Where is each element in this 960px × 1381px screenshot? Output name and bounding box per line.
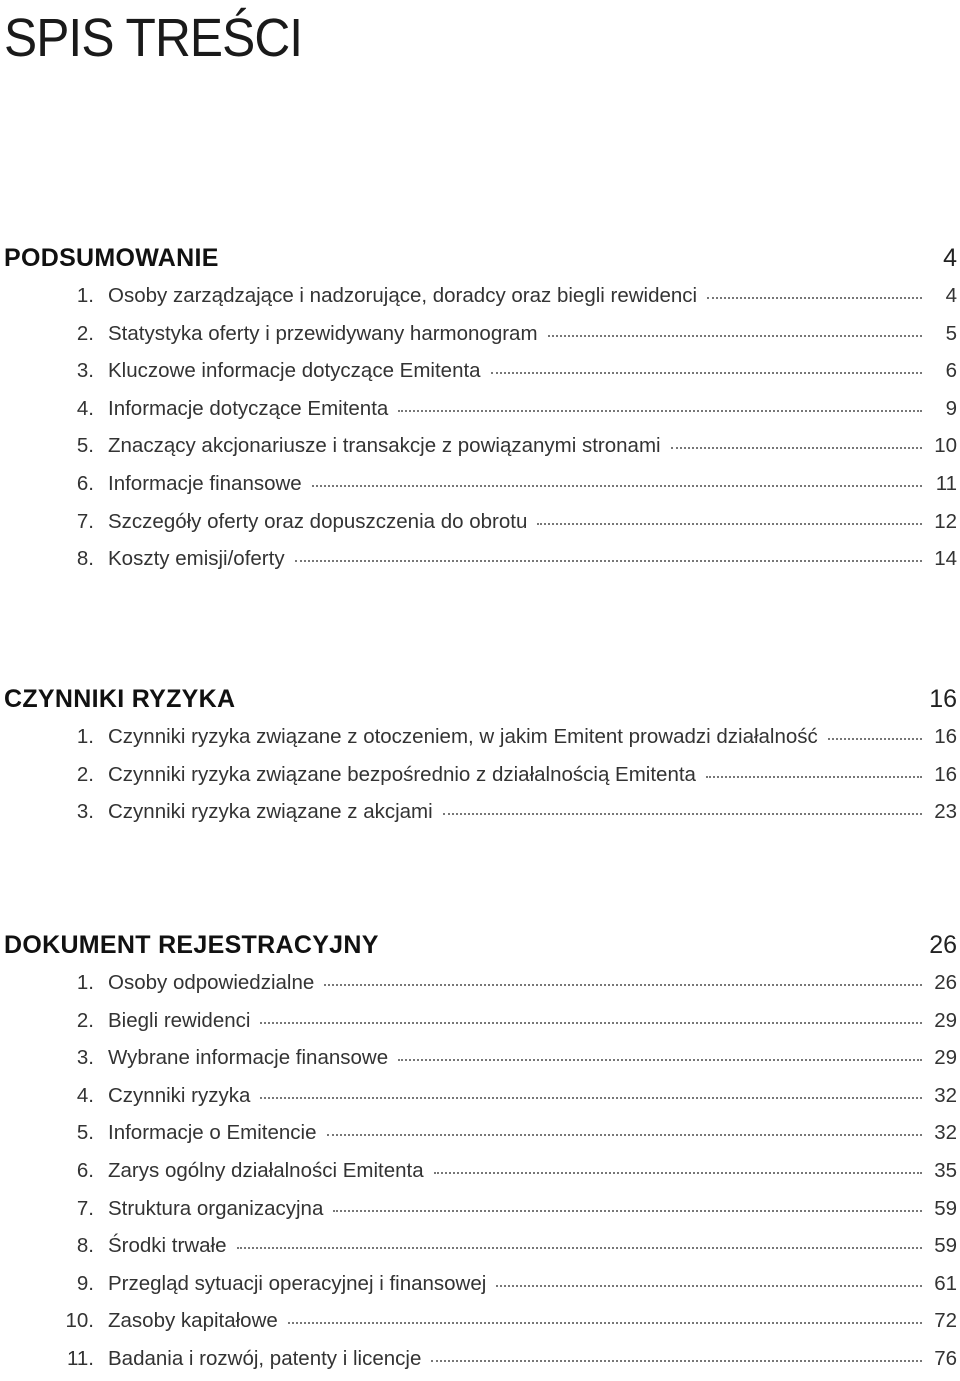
- entry-label: Zasoby kapitałowe: [108, 1309, 278, 1333]
- entry-page-number: 29: [934, 1008, 957, 1032]
- entry-number: 8.: [76, 547, 94, 571]
- entry-number: 10.: [65, 1309, 94, 1333]
- entry-number: 1.: [76, 284, 94, 307]
- section-title: DOKUMENT REJESTRACYJNY: [4, 931, 379, 959]
- dot-leader: [548, 335, 922, 337]
- entry-label: Kluczowe informacje dotyczące Emitenta: [108, 359, 481, 383]
- section-page-number: 26: [929, 931, 957, 959]
- entry-number: 4.: [76, 1083, 94, 1107]
- entry-label: Struktura organizacyjna: [108, 1196, 324, 1220]
- toc-entry[interactable]: [0, 1343, 960, 1381]
- entry-page-number: 76: [934, 1346, 957, 1370]
- entry-page-number: 35: [934, 1158, 957, 1182]
- entry-page-number: 32: [934, 1121, 957, 1145]
- entry-number: 3.: [76, 800, 94, 824]
- entry-page-number: 16: [934, 725, 957, 748]
- toc-entry[interactable]: [0, 393, 960, 431]
- entry-number: 6.: [76, 1158, 94, 1182]
- dot-leader: [431, 1360, 922, 1362]
- entry-number: 3.: [76, 359, 94, 383]
- entry-label: Statystyka oferty i przewidywany harmonogram: [108, 321, 538, 345]
- entry-number: 7.: [76, 509, 94, 533]
- entry-label: Koszty emisji/oferty: [108, 547, 285, 571]
- entry-page-number: 10: [934, 434, 957, 458]
- section-heading[interactable]: [0, 240, 960, 280]
- dot-leader: [828, 738, 922, 740]
- dot-leader: [295, 560, 922, 562]
- entry-page-number: 5: [945, 321, 957, 345]
- dot-leader: [260, 1022, 922, 1024]
- toc-entry[interactable]: [0, 1268, 960, 1306]
- entry-label: Znaczący akcjonariusze i transakcje z powiązanymi stronami: [108, 434, 661, 458]
- entry-label: Czynniki ryzyka związane z otoczeniem, w jakim Emitent prowadzi działalność: [108, 725, 818, 748]
- entry-page-number: 29: [934, 1046, 957, 1070]
- toc-entry[interactable]: [0, 759, 960, 797]
- dot-leader: [327, 1134, 922, 1136]
- toc-entry[interactable]: [0, 796, 960, 834]
- dot-leader: [398, 410, 922, 412]
- toc-entry[interactable]: [0, 721, 960, 759]
- section-page-number: 16: [929, 685, 957, 713]
- toc-section-dokument-rejestracyjny: [0, 927, 960, 1381]
- dot-leader: [443, 813, 922, 815]
- dot-leader: [491, 372, 922, 374]
- section-heading[interactable]: [0, 927, 960, 967]
- entry-page-number: 14: [934, 547, 957, 571]
- entry-number: 11.: [67, 1346, 94, 1370]
- dot-leader: [706, 776, 922, 778]
- dot-leader: [398, 1059, 922, 1061]
- entry-label: Badania i rozwój, patenty i licencje: [108, 1346, 422, 1370]
- entry-label: Wybrane informacje finansowe: [108, 1046, 389, 1070]
- section-title: PODSUMOWANIE: [4, 244, 219, 272]
- section-page-number: 4: [943, 244, 957, 272]
- entry-label: Osoby zarządzające i nadzorujące, doradcy oraz biegli rewidenci: [108, 284, 698, 307]
- dot-leader: [237, 1247, 922, 1249]
- entry-number: 1.: [76, 971, 94, 994]
- entry-page-number: 16: [934, 762, 957, 786]
- toc-entry[interactable]: [0, 468, 960, 506]
- dot-leader: [537, 523, 922, 525]
- entry-number: 2.: [76, 321, 94, 345]
- entry-number: 1.: [76, 725, 94, 748]
- entry-number: 6.: [76, 471, 94, 495]
- toc-entry[interactable]: [0, 967, 960, 1005]
- entry-page-number: 4: [945, 284, 957, 307]
- section-title: CZYNNIKI RYZYKA: [4, 685, 236, 713]
- entry-number: 5.: [76, 1121, 94, 1145]
- toc-entry[interactable]: [0, 1080, 960, 1118]
- entry-page-number: 72: [934, 1309, 957, 1333]
- dot-leader: [671, 447, 922, 449]
- page-title: SPIS TREŚCI: [4, 8, 303, 68]
- entry-page-number: 23: [934, 800, 957, 824]
- toc-entry[interactable]: [0, 355, 960, 393]
- entry-page-number: 6: [945, 359, 957, 383]
- entry-number: 2.: [76, 1008, 94, 1032]
- toc-entry[interactable]: [0, 430, 960, 468]
- toc-entry[interactable]: [0, 1117, 960, 1155]
- toc-entry[interactable]: [0, 1005, 960, 1043]
- entry-number: 8.: [76, 1234, 94, 1258]
- entry-page-number: 26: [934, 971, 957, 994]
- dot-leader: [707, 297, 922, 299]
- dot-leader: [333, 1210, 922, 1212]
- toc-entry[interactable]: [0, 1193, 960, 1231]
- toc-section-podsumowanie: [0, 240, 960, 581]
- entry-label: Informacje o Emitencie: [108, 1121, 317, 1145]
- entry-number: 5.: [76, 434, 94, 458]
- toc-entry[interactable]: [0, 1305, 960, 1343]
- toc-entry[interactable]: [0, 318, 960, 356]
- entry-label: Zarys ogólny działalności Emitenta: [108, 1158, 424, 1182]
- entry-label: Osoby odpowiedzialne: [108, 971, 315, 994]
- entry-number: 7.: [76, 1196, 94, 1220]
- entry-page-number: 9: [945, 396, 957, 420]
- dot-leader: [312, 485, 922, 487]
- toc-entry[interactable]: [0, 543, 960, 581]
- toc-entry[interactable]: [0, 280, 960, 318]
- entry-label: Informacje finansowe: [108, 471, 302, 495]
- toc-entry[interactable]: [0, 506, 960, 544]
- entry-label: Środki trwałe: [108, 1234, 227, 1258]
- entry-label: Informacje dotyczące Emitenta: [108, 396, 389, 420]
- entry-label: Biegli rewidenci: [108, 1008, 251, 1032]
- entry-page-number: 61: [934, 1271, 957, 1295]
- entry-page-number: 59: [934, 1234, 957, 1258]
- entry-page-number: 59: [934, 1196, 957, 1220]
- dot-leader: [434, 1172, 922, 1174]
- toc-section-czynniki-ryzyka: [0, 681, 960, 834]
- entry-label: Czynniki ryzyka związane z akcjami: [108, 800, 433, 824]
- toc-entry[interactable]: [0, 1042, 960, 1080]
- entry-page-number: 12: [934, 509, 957, 533]
- toc-entry[interactable]: [0, 1230, 960, 1268]
- entry-label: Szczegóły oferty oraz dopuszczenia do obrotu: [108, 509, 528, 533]
- entry-number: 9.: [76, 1271, 94, 1295]
- entry-label: Przegląd sytuacji operacyjnej i finansowej: [108, 1271, 487, 1295]
- toc-entry[interactable]: [0, 1155, 960, 1193]
- dot-leader: [496, 1285, 922, 1287]
- entry-label: Czynniki ryzyka związane bezpośrednio z działalnością Emitenta: [108, 762, 696, 786]
- entry-page-number: 11: [935, 471, 957, 495]
- entry-number: 3.: [76, 1046, 94, 1070]
- dot-leader: [288, 1322, 922, 1324]
- entry-label: Czynniki ryzyka: [108, 1083, 251, 1107]
- entry-number: 2.: [76, 762, 94, 786]
- entry-number: 4.: [76, 396, 94, 420]
- entry-page-number: 32: [934, 1083, 957, 1107]
- section-heading[interactable]: [0, 681, 960, 721]
- dot-leader: [260, 1097, 922, 1099]
- dot-leader: [324, 984, 922, 986]
